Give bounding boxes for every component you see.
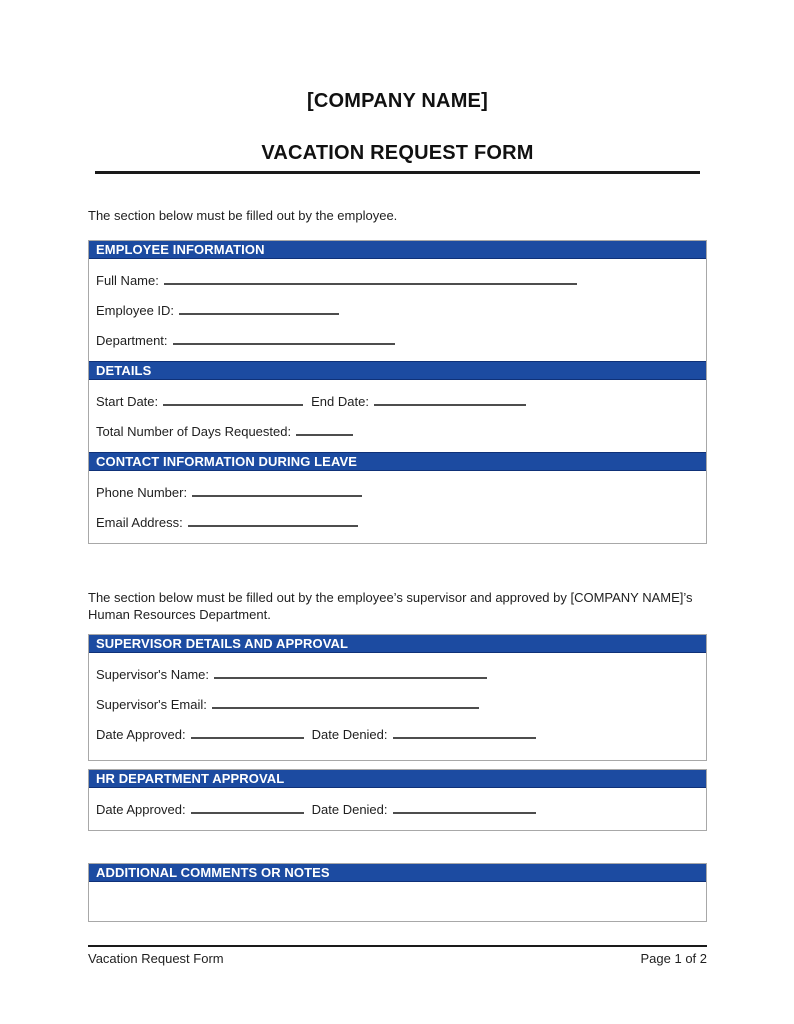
footer-divider-rule	[88, 945, 707, 947]
start-date-blank[interactable]	[163, 393, 303, 406]
supervisor-date-approved-blank[interactable]	[191, 726, 304, 739]
email-address-row	[96, 514, 694, 531]
department-blank[interactable]	[173, 332, 395, 345]
hr-approval-form-box	[88, 769, 707, 831]
total-days-row	[96, 423, 694, 440]
employee-information-fields	[89, 272, 706, 361]
hr-approval-fields	[89, 801, 706, 830]
supervisor-date-denied-blank[interactable]	[393, 726, 536, 739]
details-fields	[89, 393, 706, 452]
footer-row	[88, 951, 707, 967]
form-title: VACATION REQUEST FORM	[261, 142, 534, 164]
supervisor-fields	[89, 666, 706, 760]
section-header-employee-information: EMPLOYEE INFORMATION	[89, 241, 706, 259]
phone-number-label: Phone Number:	[96, 485, 188, 500]
supervisor-name-label: Supervisor's Name:	[96, 667, 210, 682]
hr-dates-row	[96, 801, 694, 818]
employee-section-note: The section below must be filled out by the employee.	[88, 208, 398, 223]
footer-page-indicator: Page 1 of 2	[640, 951, 707, 966]
full-name-row	[96, 272, 694, 289]
employee-form-box	[88, 240, 707, 544]
supervisor-date-approved-label: Date Approved:	[96, 727, 186, 742]
department-label: Department:	[96, 333, 168, 348]
title-divider-rule	[95, 171, 700, 174]
footer-document-name: Vacation Request Form	[88, 951, 224, 966]
company-name-title: [COMPANY NAME]	[307, 90, 488, 112]
hr-date-approved-blank[interactable]	[191, 801, 304, 814]
supervisor-dates-row	[96, 726, 694, 743]
contact-information-fields	[89, 484, 706, 543]
section-header-contact-information: CONTACT INFORMATION DURING LEAVE	[89, 452, 706, 471]
phone-number-blank[interactable]	[192, 484, 362, 497]
employee-id-row	[96, 302, 694, 319]
supervisor-name-blank[interactable]	[214, 666, 487, 679]
supervisor-email-label: Supervisor's Email:	[96, 697, 207, 712]
date-range-row	[96, 393, 694, 410]
full-name-label: Full Name:	[96, 273, 159, 288]
section-header-supervisor-approval: SUPERVISOR DETAILS AND APPROVAL	[89, 635, 706, 653]
end-date-blank[interactable]	[374, 393, 526, 406]
supervisor-name-row	[96, 666, 694, 683]
supervisor-email-blank[interactable]	[212, 696, 479, 709]
full-name-blank[interactable]	[164, 272, 577, 285]
email-address-label: Email Address:	[96, 515, 183, 530]
page-footer	[88, 945, 707, 967]
end-date-label: End Date:	[311, 394, 369, 409]
start-date-label: Start Date:	[96, 394, 159, 409]
comments-form-box	[88, 863, 707, 922]
phone-number-row	[96, 484, 694, 501]
supervisor-form-box	[88, 634, 707, 761]
supervisor-email-row	[96, 696, 694, 713]
department-row	[96, 332, 694, 349]
hr-date-denied-label: Date Denied:	[311, 802, 388, 817]
supervisor-date-denied-label: Date Denied:	[311, 727, 388, 742]
total-days-label: Total Number of Days Requested:	[96, 424, 292, 439]
comments-blank-area[interactable]	[89, 882, 706, 921]
section-header-additional-comments: ADDITIONAL COMMENTS OR NOTES	[89, 864, 706, 882]
email-address-blank[interactable]	[188, 514, 358, 527]
hr-date-approved-label: Date Approved:	[96, 802, 186, 817]
employee-id-label: Employee ID:	[96, 303, 175, 318]
section-header-hr-approval: HR DEPARTMENT APPROVAL	[89, 770, 706, 788]
hr-date-denied-blank[interactable]	[393, 801, 536, 814]
section-header-details: DETAILS	[89, 361, 706, 380]
employee-id-blank[interactable]	[179, 302, 339, 315]
total-days-blank[interactable]	[296, 423, 353, 436]
supervisor-section-note: The section below must be filled out by the employee’s supervisor and approved by [COMPANY NAME]’s Human Resources Department.	[88, 590, 693, 622]
